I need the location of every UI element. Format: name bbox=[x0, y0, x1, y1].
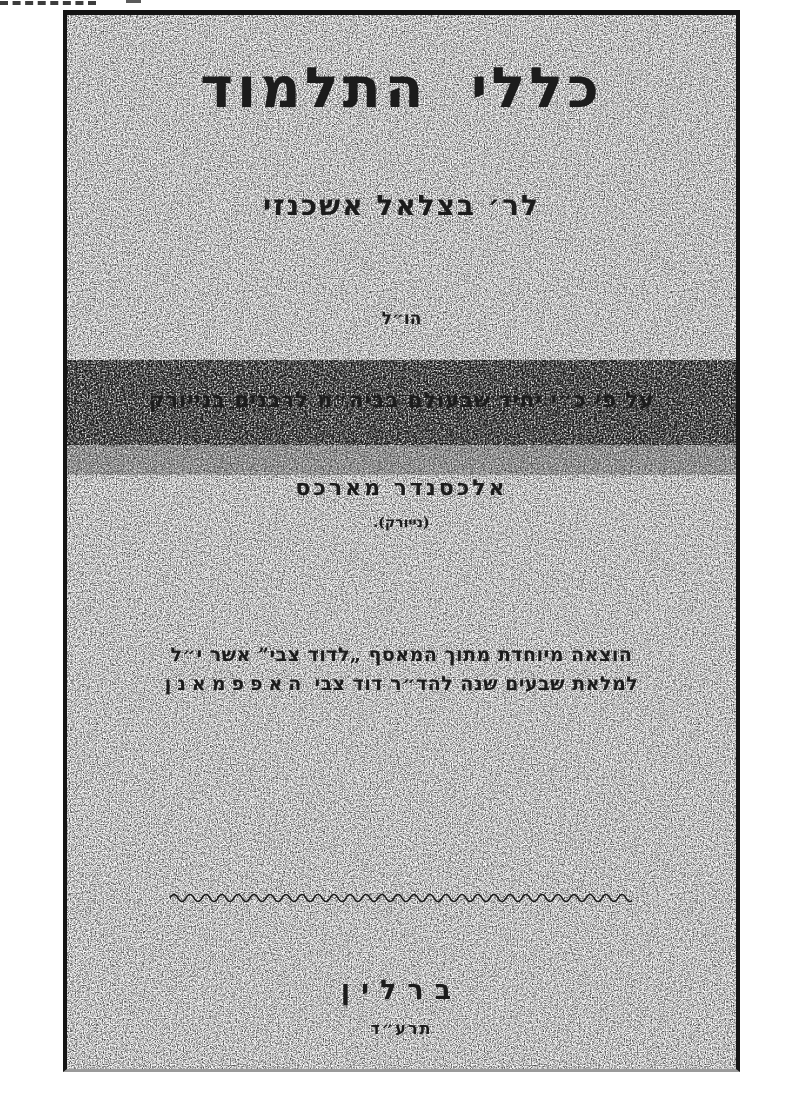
publication-abbrev: הו״ל bbox=[381, 309, 422, 329]
editor-name: אלכסנדר מארכס bbox=[295, 475, 508, 501]
book-title: כללי התלמוד bbox=[200, 55, 603, 121]
page-frame bbox=[63, 10, 740, 1072]
editor-city: (נייורק). bbox=[373, 515, 430, 531]
scan-edge-dashes bbox=[0, 1, 96, 5]
dedication-note bbox=[63, 641, 740, 699]
author-line: לר׳ בצלאל אשכנזי bbox=[263, 189, 540, 222]
scan-noise-texture bbox=[67, 15, 736, 1069]
manuscript-source-line: על פי כ״י יחיד שבעולם בביה״מ לרבנים בנייורק bbox=[148, 387, 655, 412]
place-name: ברלין bbox=[340, 975, 463, 1006]
wavy-divider bbox=[170, 888, 632, 900]
hebrew-year: תרע״ד bbox=[370, 1019, 433, 1038]
dedication-line-1: הוצאה מיוחדת מתוך המאסף „לדוד צבי” אשר י״ל bbox=[170, 644, 633, 666]
scan-edge-mark bbox=[126, 0, 141, 3]
dedication-line-2: למלאת שבעים שנה להד״ר דוד צבי האפפמאנן bbox=[164, 673, 639, 695]
honoree-name: האפפמאנן bbox=[164, 673, 308, 695]
